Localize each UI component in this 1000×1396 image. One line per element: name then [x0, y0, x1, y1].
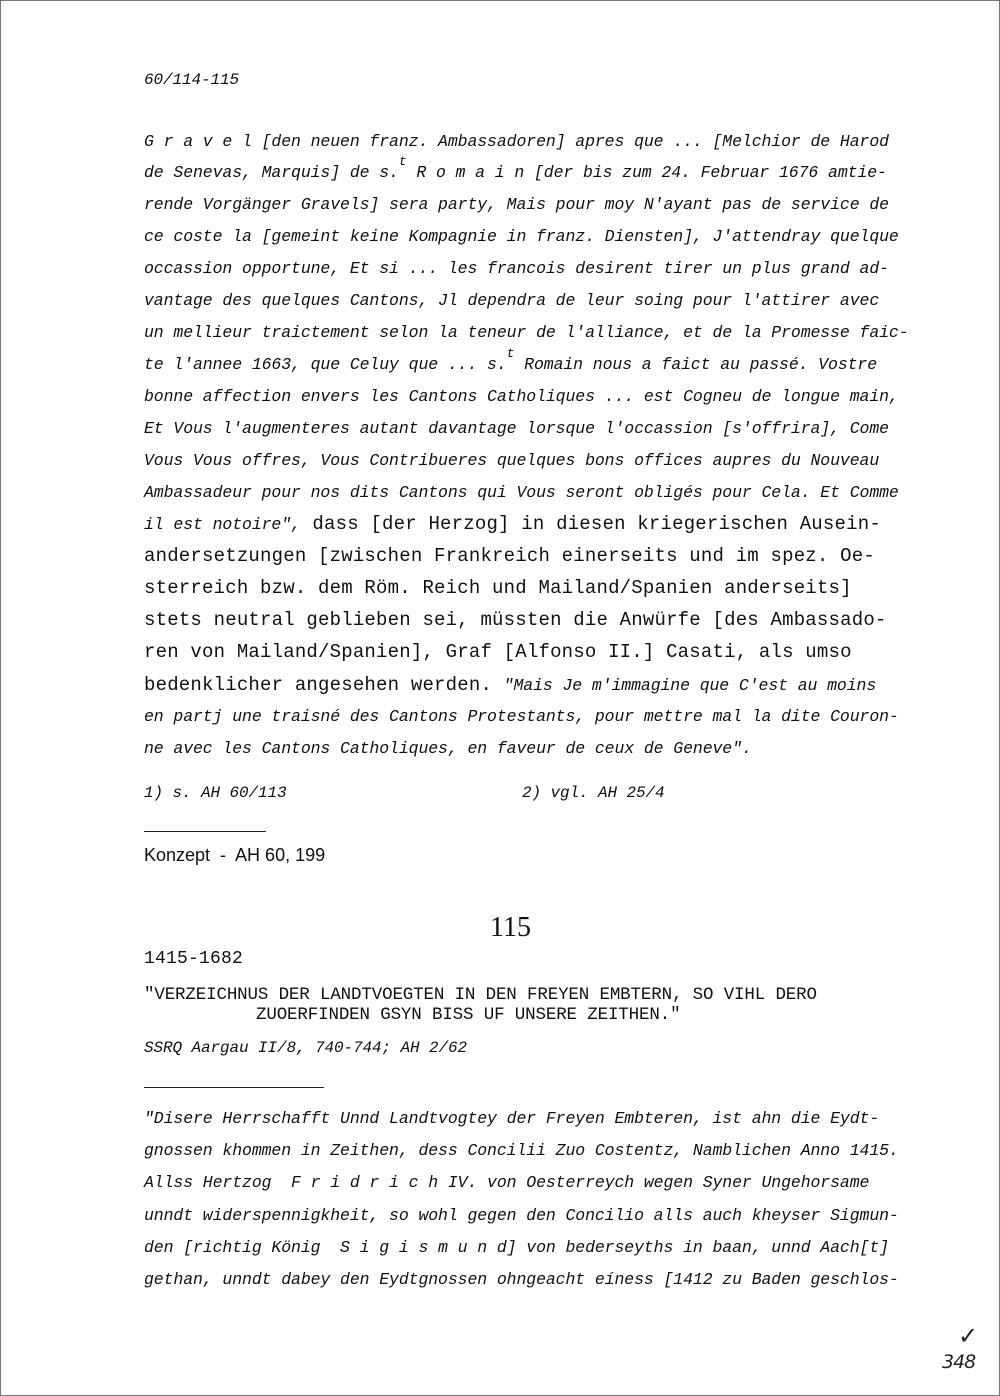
doc115-line-6: gethan, unndt dabey den Eydtgnossen ohngeacht eíness [1412 zu Baden geschlos- — [144, 1270, 899, 1289]
document-dates: 1415-1682 — [144, 949, 244, 969]
doc114-line-15: sterreich bzw. dem Röm. Reich und Mailand/Spanien anderseits] — [144, 577, 852, 599]
doc114-line-17: ren von Mailand/Spanien], Graf [Alfonso II.] Casati, als umso — [144, 641, 852, 663]
doc114-line-7: un mellieur traictement selon la teneur de l'alliance, et de la Promesse faic- — [144, 323, 909, 342]
folio-number: 348 — [942, 1351, 976, 1373]
document-reference: SSRQ Aargau II/8, 740-744; AH 2/62 — [144, 1039, 468, 1057]
doc114-line-4: ce coste la [gemeint keine Kompagnie in franz. Diensten], J'attendray quelque — [144, 227, 899, 246]
doc114-line-6: vantage des quelques Cantons, Jl dependra de leur soing pour l'attirer avec — [144, 291, 880, 310]
doc114-line-5: occassion opportune, Et si ... les francois desirent tirer un plus grand ad- — [144, 259, 889, 278]
source-line: Konzept - AH 60, 199 — [144, 845, 326, 865]
doc115-line-5: den [richtig König S i g i s m u n d] von bederseyths in baan, unnd Aach[t] — [144, 1238, 889, 1257]
doc114-line-2: de Senevas, Marquis] de s.$^t$ R o m a i n [der bis zum 24. Februar 1676 amtie- — [144, 154, 887, 182]
doc115-line-4: unndt widerspennigkheit, so wohl gegen den Concilio alls auch kheyser Sigmun- — [144, 1206, 899, 1225]
doc114-line-8: te l'annee 1663, que Celuy que ... s.$^t$ Romain nous a faict au passé. Vostre — [144, 346, 878, 374]
check-mark: ✓ — [958, 1322, 979, 1350]
footnote-1: 1) s. AH 60/113 — [144, 784, 287, 802]
doc114-line-13: il est notoire", dass [der Herzog] in diesen kriegerischen Ausein- — [144, 513, 881, 535]
separator-rule-2 — [144, 1087, 324, 1088]
page-reference: 60/114-115 — [144, 71, 240, 89]
doc114-line-3: rende Vorgänger Gravels] sera party, Mais pour moy N'ayant pas de service de — [144, 195, 889, 214]
document-title-line-2: ZUOERFINDEN GSYN BISS UF UNSERE ZEITHEN." — [256, 1005, 681, 1025]
doc114-line-16: stets neutral geblieben sei, müssten die Anwürfe [des Ambassado- — [144, 609, 887, 631]
doc114-line-14: andersetzungen [zwischen Frankreich einerseits und im spez. Oe- — [144, 545, 875, 567]
document-number: 115 — [490, 912, 531, 943]
footnote-2: 2) vgl. AH 25/4 — [522, 784, 665, 802]
doc115-line-3: Allss Hertzog F r i d r i c h IV. von Oesterreych wegen Syner Ungehorsame — [144, 1173, 870, 1192]
doc114-line-10: Et Vous l'augmenteres autant davantage lorsque l'occassion [s'offrira], Come — [144, 419, 889, 438]
doc114-line-20: ne avec les Cantons Catholiques, en faveur de ceux de Geneve". — [144, 739, 752, 758]
doc114-line-19: en partj une traisné des Cantons Protestants, pour mettre mal la dite Couron- — [144, 707, 899, 726]
doc114-line-12: Ambassadeur pour nos dits Cantons qui Vous seront obligés pour Cela. Et Comme — [144, 483, 899, 502]
doc114-line-1: G r a v e l [den neuen franz. Ambassadoren] apres que ... [Melchior de Harod — [144, 132, 889, 151]
doc114-line-18: bedenklicher angesehen werden. "Mais Je m'immagine que C'est au moins — [144, 674, 877, 696]
doc115-line-1: "Disere Herrschafft Unnd Landtvogtey der Freyen Embteren, ist ahn die Eydt- — [144, 1109, 880, 1128]
document-title-line-1: "VERZEICHNUS DER LANDTVOEGTEN IN DEN FREYEN EMBTERN, SO VIHL DERO — [144, 985, 817, 1005]
doc114-line-9: bonne affection envers les Cantons Catholiques ... est Cogneu de longue main, — [144, 387, 899, 406]
doc115-line-2: gnossen khommen in Zeithen, dess Concilii Zuo Costentz, Namblichen Anno 1415. — [144, 1141, 899, 1160]
doc114-line-11: Vous Vous offres, Vous Contribueres quelques bons offices aupres du Nouveau — [144, 451, 880, 470]
separator-rule-1 — [144, 831, 266, 832]
